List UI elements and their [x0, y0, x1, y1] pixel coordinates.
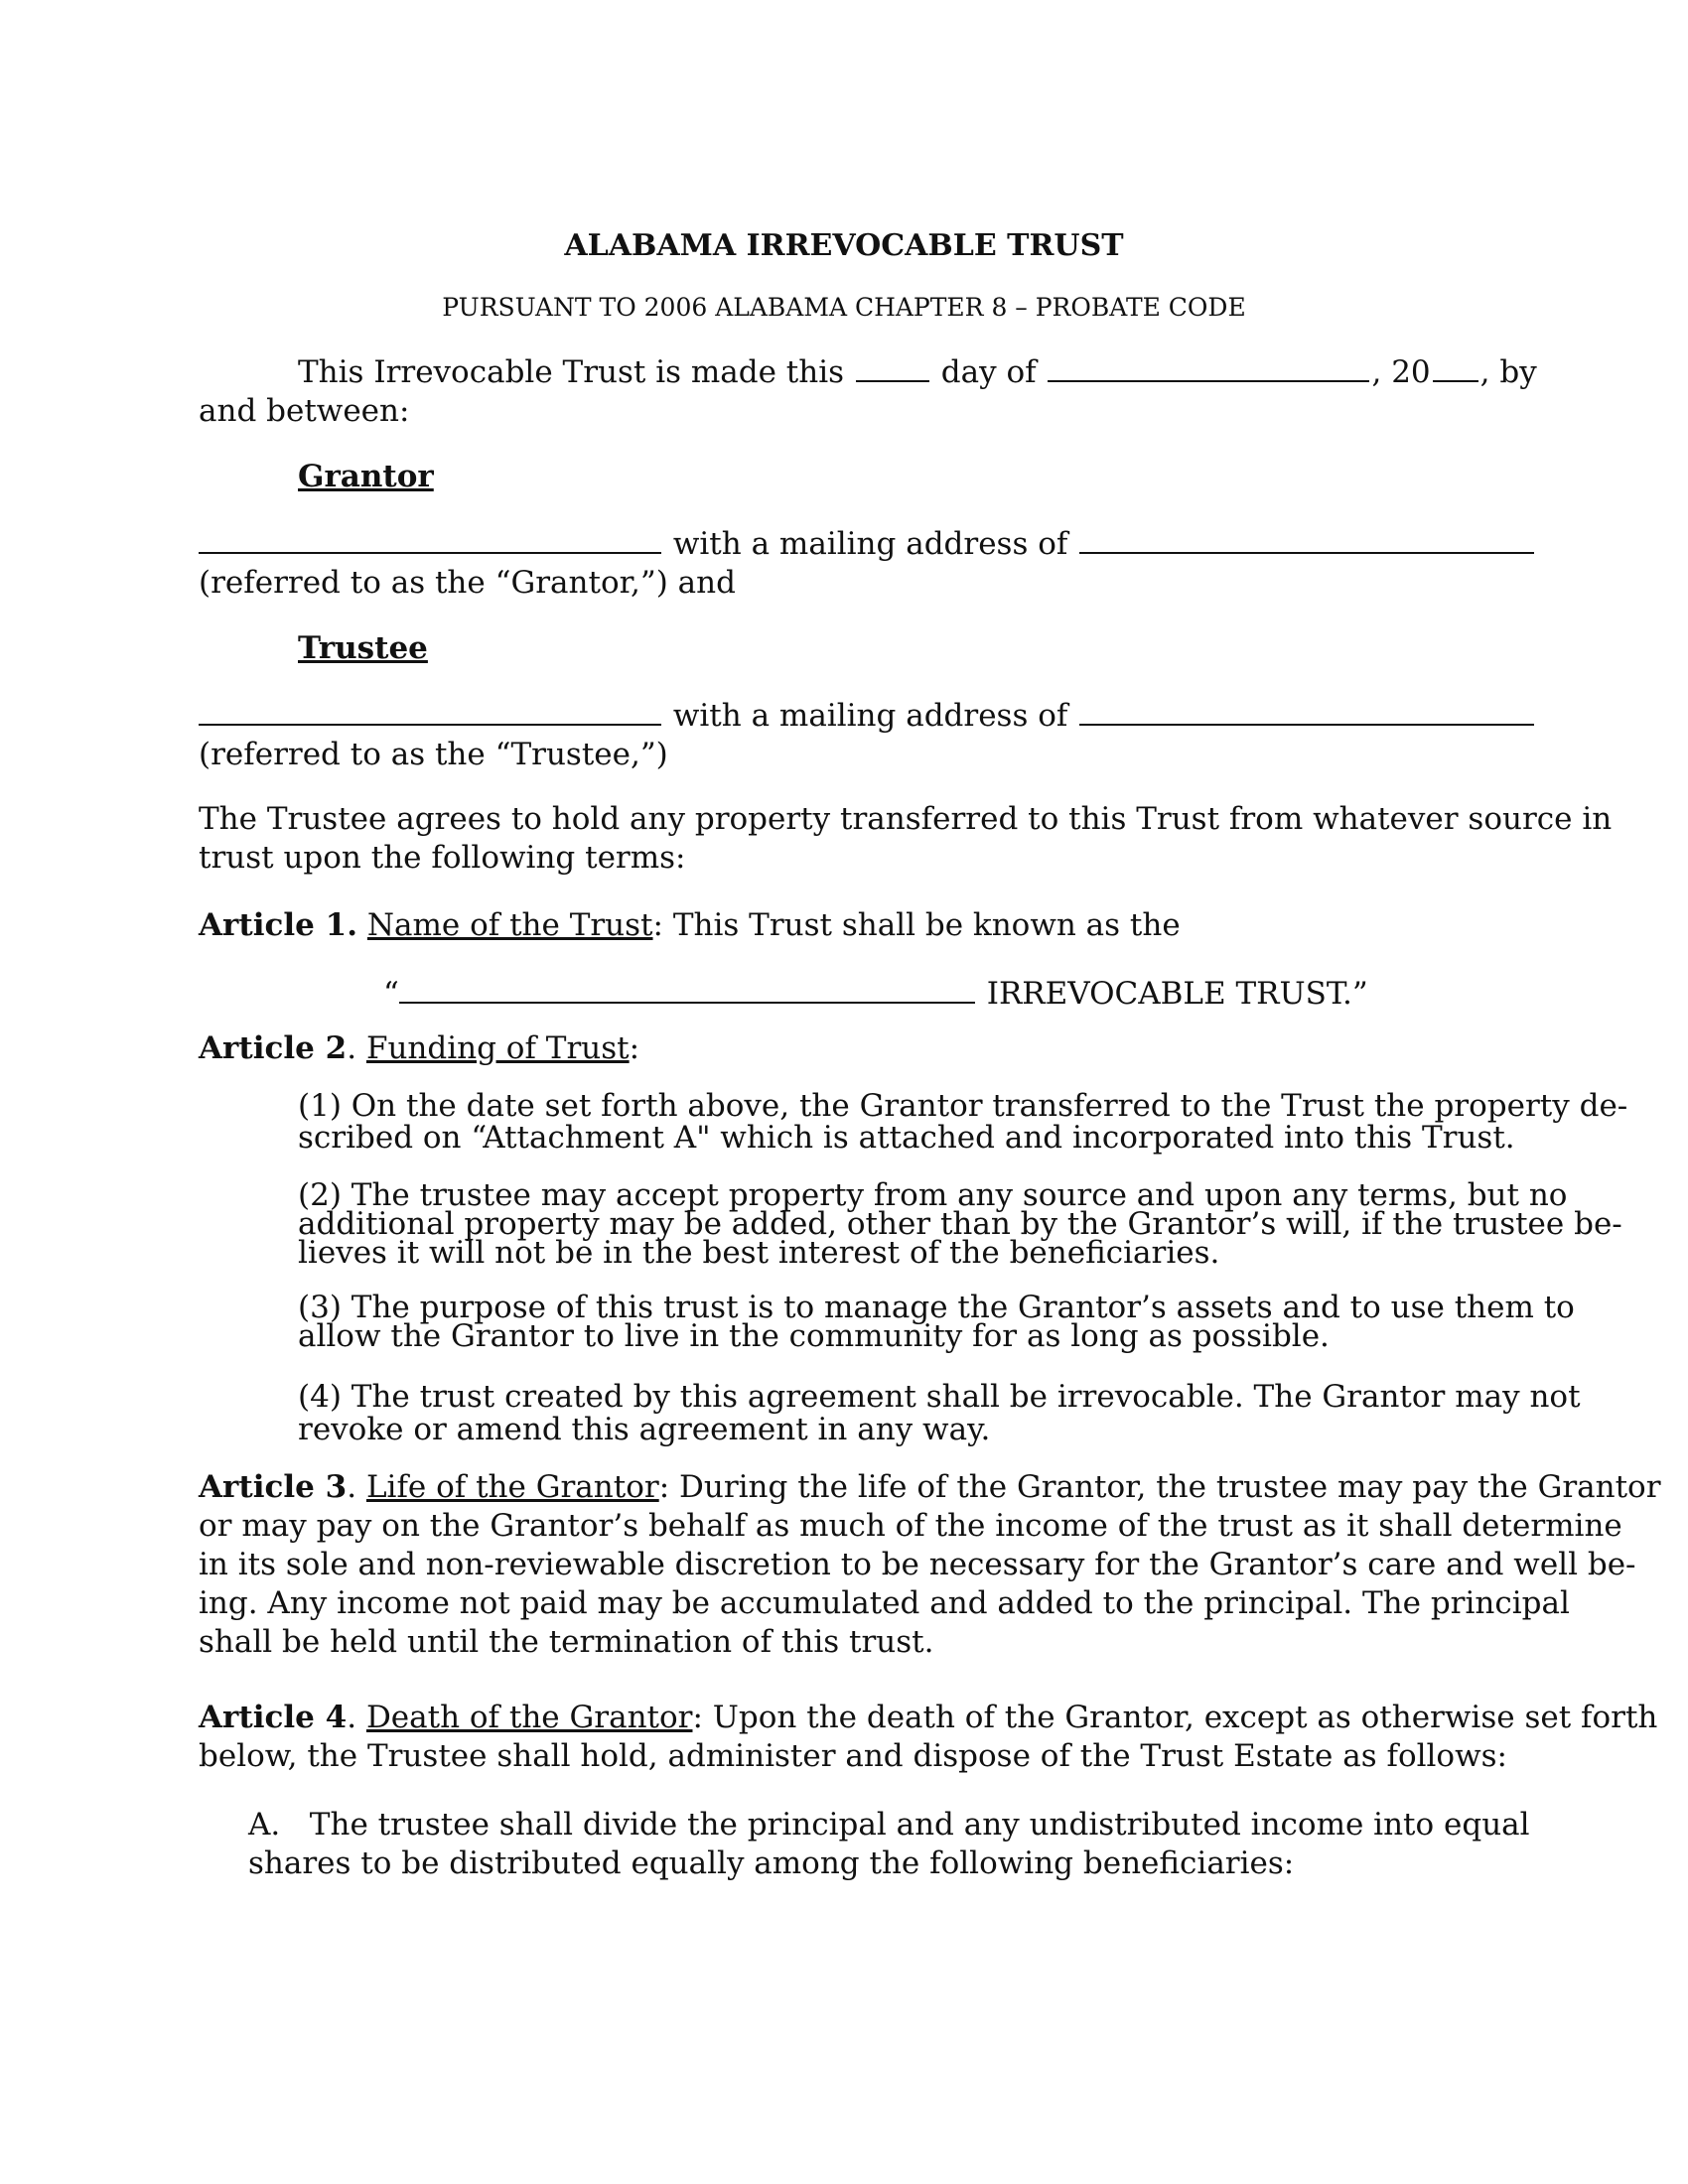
article-3-line-4: ing. Any income not paid may be accumulated and added to the principal. The principal — [199, 1585, 1570, 1621]
document-subtitle: PURSUANT TO 2006 ALABAMA CHAPTER 8 – PROBATE CODE — [442, 293, 1246, 322]
article-2-item-2 — [298, 1177, 1622, 1271]
document-title: ALABAMA IRREVOCABLE TRUST — [564, 228, 1124, 263]
article-4-dot: . — [347, 1700, 366, 1735]
item-1-line-2: scribed on “Attachment A" which is attached and incorporated into this Trust. — [298, 1120, 1515, 1156]
trustee-heading: Trustee — [298, 630, 428, 666]
item-4-line-1: (4) The trust created by this agreement shall be irrevocable. The Grantor may not — [298, 1379, 1581, 1415]
trustee-mailing-text: with a mailing address of — [672, 698, 1068, 734]
article-4 — [199, 1699, 1658, 1776]
trustee-referred-text: (referred to as the “Trustee,”) — [199, 737, 668, 772]
grantor-address-blank[interactable] — [1079, 522, 1534, 554]
article-2-dot: . — [347, 1030, 366, 1066]
article-4-title: Death of the Grantor — [365, 1700, 693, 1735]
item-a-line-2: shares to be distributed equally among the following beneficiaries: — [248, 1845, 1295, 1881]
article-3-line-3: in its sole and non-reviewable discretion to be necessary for the Grantor’s care and well be- — [199, 1547, 1636, 1582]
article-3-dot: . — [347, 1469, 366, 1505]
intro-paragraph — [199, 350, 1537, 431]
trustee-paragraph — [199, 694, 1489, 774]
trust-name-suffix: IRREVOCABLE TRUST.” — [986, 976, 1368, 1012]
item-3-line-1: (3) The purpose of this trust is to manage the Grantor’s assets and to use them to — [298, 1290, 1575, 1325]
trustee-name-blank[interactable] — [199, 694, 661, 726]
article-3-title: Life of the Grantor — [365, 1469, 659, 1505]
article-1-label: Article 1. — [199, 907, 358, 943]
article-3-line-1: : During the life of the Grantor, the trustee may pay the Grantor — [658, 1469, 1661, 1505]
grantor-referred-text: (referred to as the “Grantor,”) and — [199, 565, 736, 601]
grantor-name-blank[interactable] — [199, 522, 661, 554]
article-2-item-3 — [298, 1290, 1575, 1354]
item-1-line-1: (1) On the date set forth above, the Grantor transferred to the Trust the property de- — [298, 1088, 1628, 1124]
intro-line-2: and between: — [199, 393, 410, 429]
article-4-item-a — [248, 1806, 1530, 1883]
article-1-text: : This Trust shall be known as the — [652, 907, 1181, 943]
article-2-item-4 — [298, 1379, 1581, 1447]
article-3-line-5: shall be held until the termination of this trust. — [199, 1624, 934, 1660]
item-2-line-2: additional property may be added, other than by the Grantor’s will, if the trustee be- — [298, 1206, 1622, 1242]
grantor-heading: Grantor — [298, 459, 434, 494]
item-3-line-2: allow the Grantor to live in the community for as long as possible. — [298, 1318, 1330, 1354]
grantor-paragraph — [199, 522, 1489, 603]
intro-text-3: , 20 — [1371, 354, 1431, 390]
item-2-line-1: (2) The trustee may accept property from any source and upon any terms, but no — [298, 1177, 1568, 1213]
intro-text-2: day of — [940, 354, 1037, 390]
trust-name-open-quote: “ — [383, 976, 399, 1012]
article-2-title: Funding of Trust — [365, 1030, 630, 1066]
article-2-colon: : — [629, 1030, 640, 1066]
intro-text-1: This Irrevocable Trust is made this — [298, 354, 845, 390]
agreement-line-2: trust upon the following terms: — [199, 840, 686, 876]
trustee-address-blank[interactable] — [1079, 694, 1534, 726]
agreement-line-1: The Trustee agrees to hold any property transferred to this Trust from whatever source in — [199, 801, 1613, 837]
intro-text-4: , by — [1479, 354, 1537, 390]
article-2-label: Article 2 — [199, 1030, 348, 1066]
article-1-title: Name of the Trust — [366, 907, 653, 943]
trust-name-blank[interactable] — [399, 972, 975, 1004]
month-blank[interactable] — [1048, 350, 1369, 382]
article-2 — [199, 1029, 1489, 1068]
article-4-line-1: : Upon the death of the Grantor, except as otherwise set forth — [692, 1700, 1658, 1735]
article-3-label: Article 3 — [199, 1469, 348, 1505]
article-3 — [199, 1468, 1661, 1662]
day-blank[interactable] — [856, 350, 929, 382]
agreement-paragraph — [199, 800, 1613, 878]
item-2-line-3: lieves it will not be in the best interest of the beneficiaries. — [298, 1235, 1220, 1271]
grantor-mailing-text: with a mailing address of — [672, 526, 1068, 562]
year-blank[interactable] — [1433, 350, 1478, 382]
article-1 — [199, 906, 1489, 945]
item-a-line-1: A. The trustee shall divide the principal and any undistributed income into equal — [248, 1807, 1530, 1843]
article-2-item-1 — [298, 1088, 1628, 1156]
trust-name-line — [383, 972, 1495, 1014]
article-3-line-2: or may pay on the Grantor’s behalf as much of the income of the trust as it shall determine — [199, 1508, 1622, 1544]
item-4-line-2: revoke or amend this agreement in any way. — [298, 1412, 991, 1447]
article-4-label: Article 4 — [199, 1700, 348, 1735]
article-4-line-2: below, the Trustee shall hold, administer and dispose of the Trust Estate as follows: — [199, 1738, 1507, 1774]
